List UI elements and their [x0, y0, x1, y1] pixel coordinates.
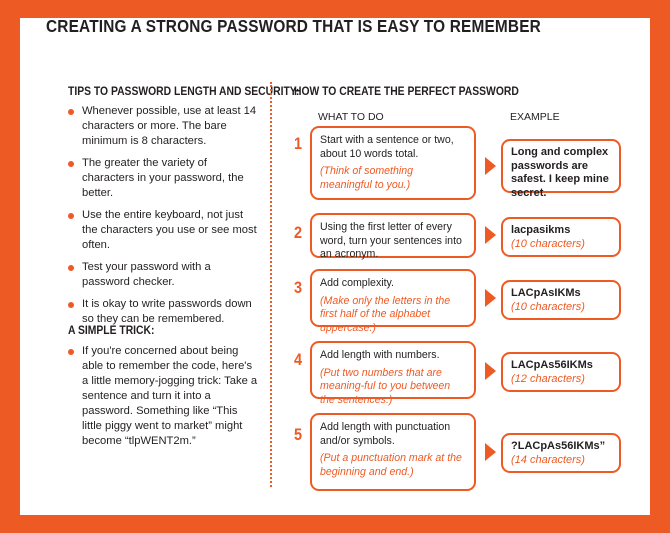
trick-heading: A SIMPLE TRICK: [68, 325, 155, 337]
tip-item: Whenever possible, use at least 14 characters or more. The bare minimum is 8 characters. [68, 104, 258, 149]
example-header: EXAMPLE [510, 111, 560, 123]
example-text: LACpAsIKMs [511, 287, 581, 299]
step-box [310, 126, 476, 200]
example-text: lacpasikms [511, 224, 571, 236]
example-text: ?LACpAs56IKMs” [511, 440, 606, 452]
step-box [310, 341, 476, 406]
tip-item: Use the entire keyboard, not just the characters you use or see most often. [68, 208, 258, 253]
step-note: (Put two numbers that are meaning-ful to you between the sentences.) [320, 366, 451, 406]
step-number: 1 [294, 134, 303, 153]
step-text: Add length with punctuation and/or symbols. [320, 421, 451, 447]
step-text: Add complexity. [320, 277, 394, 289]
tip-item: Test your password with a password checker. [68, 260, 258, 290]
column-divider [270, 82, 272, 487]
step-text: Using the first letter of every word, turn your sentences into an acronym. [320, 221, 462, 260]
example-box [501, 280, 621, 320]
tips-heading: TIPS TO PASSWORD LENGTH AND SECURITY: [68, 86, 300, 98]
character-count: (12 characters) [511, 372, 585, 385]
arrow-icon [485, 443, 496, 461]
step-number: 5 [294, 425, 303, 444]
arrow-icon [485, 289, 496, 307]
step-note: (Think of something meaningful to you.) [320, 165, 414, 191]
step-box [310, 413, 476, 491]
trick-text: If you're concerned about being able to remember the code, here's a little memory-jogging trick: Take a sentence and turn it into a password. Something like “This little piggy went to market” might become “tlpWENT2m.” [68, 344, 258, 449]
howto-heading: HOW TO CREATE THE PERFECT PASSWORD [294, 86, 519, 98]
step-box [310, 269, 476, 334]
step-note: (Put a punctuation mark at the beginning and end.) [320, 452, 462, 478]
page-title: CREATING A STRONG PASSWORD THAT IS EASY TO REMEMBER [46, 16, 541, 36]
tip-item: It is okay to write passwords down so they can be remembered. [68, 297, 258, 327]
step-number: 3 [294, 278, 303, 297]
what-to-do-header: WHAT TO DO [318, 111, 384, 123]
character-count: (10 characters) [511, 237, 585, 250]
step-note: (Make only the letters in the first half of the alphabet uppercase.) [320, 294, 451, 334]
example-text: LACpAs56IKMs [511, 359, 593, 371]
example-box [501, 352, 621, 392]
character-count: (10 characters) [511, 300, 585, 313]
step-number: 4 [294, 350, 303, 369]
trick-section [68, 344, 258, 456]
tip-item: The greater the variety of characters in your password, the better. [68, 156, 258, 201]
example-box [501, 433, 621, 473]
example-box [501, 139, 621, 199]
example-box [501, 217, 621, 257]
arrow-icon [485, 157, 496, 175]
step-text: Add length with numbers. [320, 349, 440, 361]
step-number: 2 [294, 223, 303, 242]
step-box [310, 213, 476, 258]
arrow-icon [485, 362, 496, 380]
character-count: (14 characters) [511, 453, 585, 466]
example-text: Long and complex passwords are safest. I keep mine secret. [511, 146, 609, 199]
arrow-icon [485, 226, 496, 244]
step-text: Start with a sentence or two, about 10 words total. [320, 134, 454, 160]
tips-list [68, 104, 258, 334]
